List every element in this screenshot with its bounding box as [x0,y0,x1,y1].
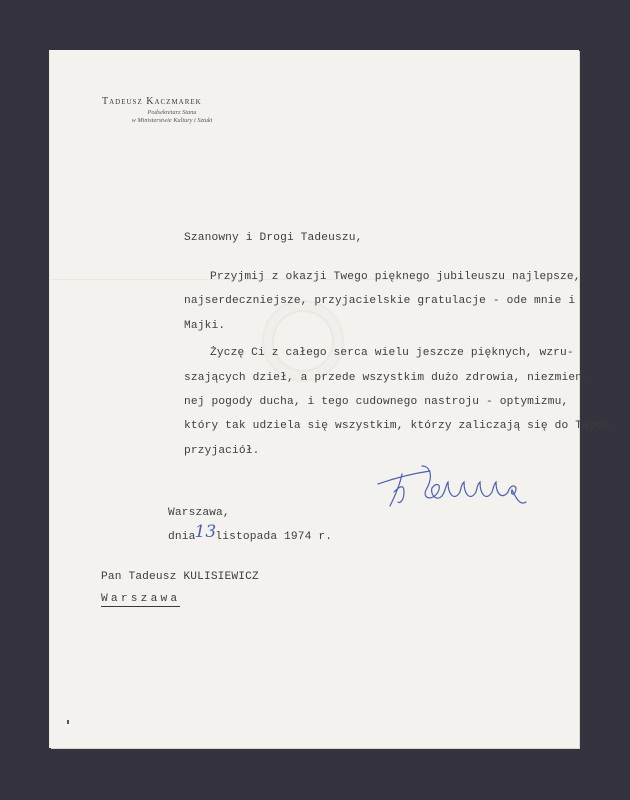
letterhead-title-line2: w Ministerstwie Kultury i Sztuki [131,117,213,124]
letter-paper [50,50,610,748]
paragraph2-line5: przyjaciół. [184,445,260,457]
recipient-city [101,593,180,605]
paragraph2-line1: Życzę Ci z całego serca wielu jeszcze pięknych, wzru- [210,347,574,359]
letterhead-title [102,109,242,125]
date-line [168,524,332,544]
salutation: Szanowny i Drogi Tadeuszu, [184,232,363,244]
recipient-name: Pan Tadeusz KULISIEWICZ [101,571,259,583]
place: Warszawa, [168,507,230,519]
date-day-handwritten: 13 [194,522,217,542]
paragraph2-line4: który tak udziela się wszystkim, którzy zaliczają się do Twych [184,420,610,432]
letterhead [102,96,242,125]
signature [370,462,540,512]
paragraph1-line2: najserdeczniejsze, przyjacielskie gratulacje - ode mnie i [184,295,576,307]
embossed-seal [262,300,344,382]
paragraph2-line3: nej pogody ducha, i tego cudownego nastroju - optymizmu, [184,396,569,408]
date-prefix: dnia [168,531,196,543]
paragraph1-line3: Majki. [184,320,226,332]
paragraph2-line2: szających dzieł, a przede wszystkim dużo zdrowia, niezmien- [184,372,589,384]
letterhead-title-line1: Podsekretarz Stanu [147,109,197,116]
paper-speck [67,720,69,724]
date-rest: listopada 1974 r. [215,531,333,543]
letterhead-name: Tadeusz Kaczmarek [102,96,202,107]
paragraph1-line1: Przyjmij z okazji Twego pięknego jubileuszu najlepsze, [210,271,581,283]
recipient-city-text: Warszawa [101,593,181,605]
